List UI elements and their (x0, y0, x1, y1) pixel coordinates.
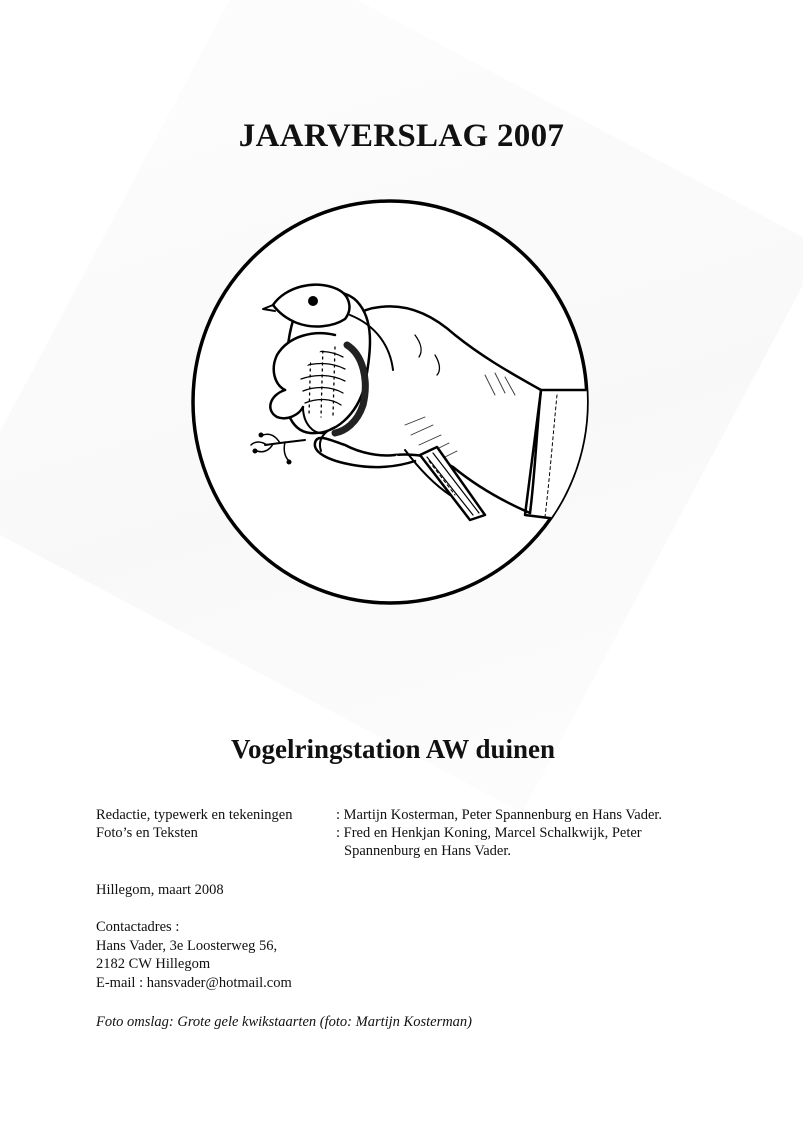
credits-label: Foto’s en Teksten (96, 825, 198, 841)
place-date: Hillegom, maart 2008 (96, 882, 224, 898)
contact-heading: Contactadres : (96, 919, 180, 935)
credits-label: Redactie, typewerk en tekeningen (96, 807, 293, 823)
credits-row (96, 806, 706, 824)
contact-address (96, 918, 292, 992)
contact-line: 2182 CW Hillegom (96, 956, 211, 972)
credits-section (96, 806, 706, 860)
cover-caption: Foto omslag: Grote gele kwikstaarten (foto: Martijn Kosterman) (96, 1014, 473, 1030)
credits-value: : Martijn Kosterman, Peter Spannenburg en Hans Vader. (336, 807, 663, 823)
credits-value (336, 824, 706, 860)
credits-value-line2: Spannenburg en Hans Vader. (344, 843, 511, 859)
bird-in-hand-illustration (185, 195, 595, 610)
contact-line: Hans Vader, 3e Loosterweg 56, (96, 937, 278, 954)
report-title: JAARVERSLAG 2007 (238, 118, 565, 154)
station-name: Vogelringstation AW duinen (230, 734, 556, 764)
credits-row (96, 824, 706, 860)
contact-email: E-mail : hansvader@hotmail.com (96, 974, 292, 991)
logo-emblem (185, 195, 595, 610)
credits-value-line1: : Fred en Henkjan Koning, Marcel Schalkwijk, Peter (336, 825, 642, 841)
